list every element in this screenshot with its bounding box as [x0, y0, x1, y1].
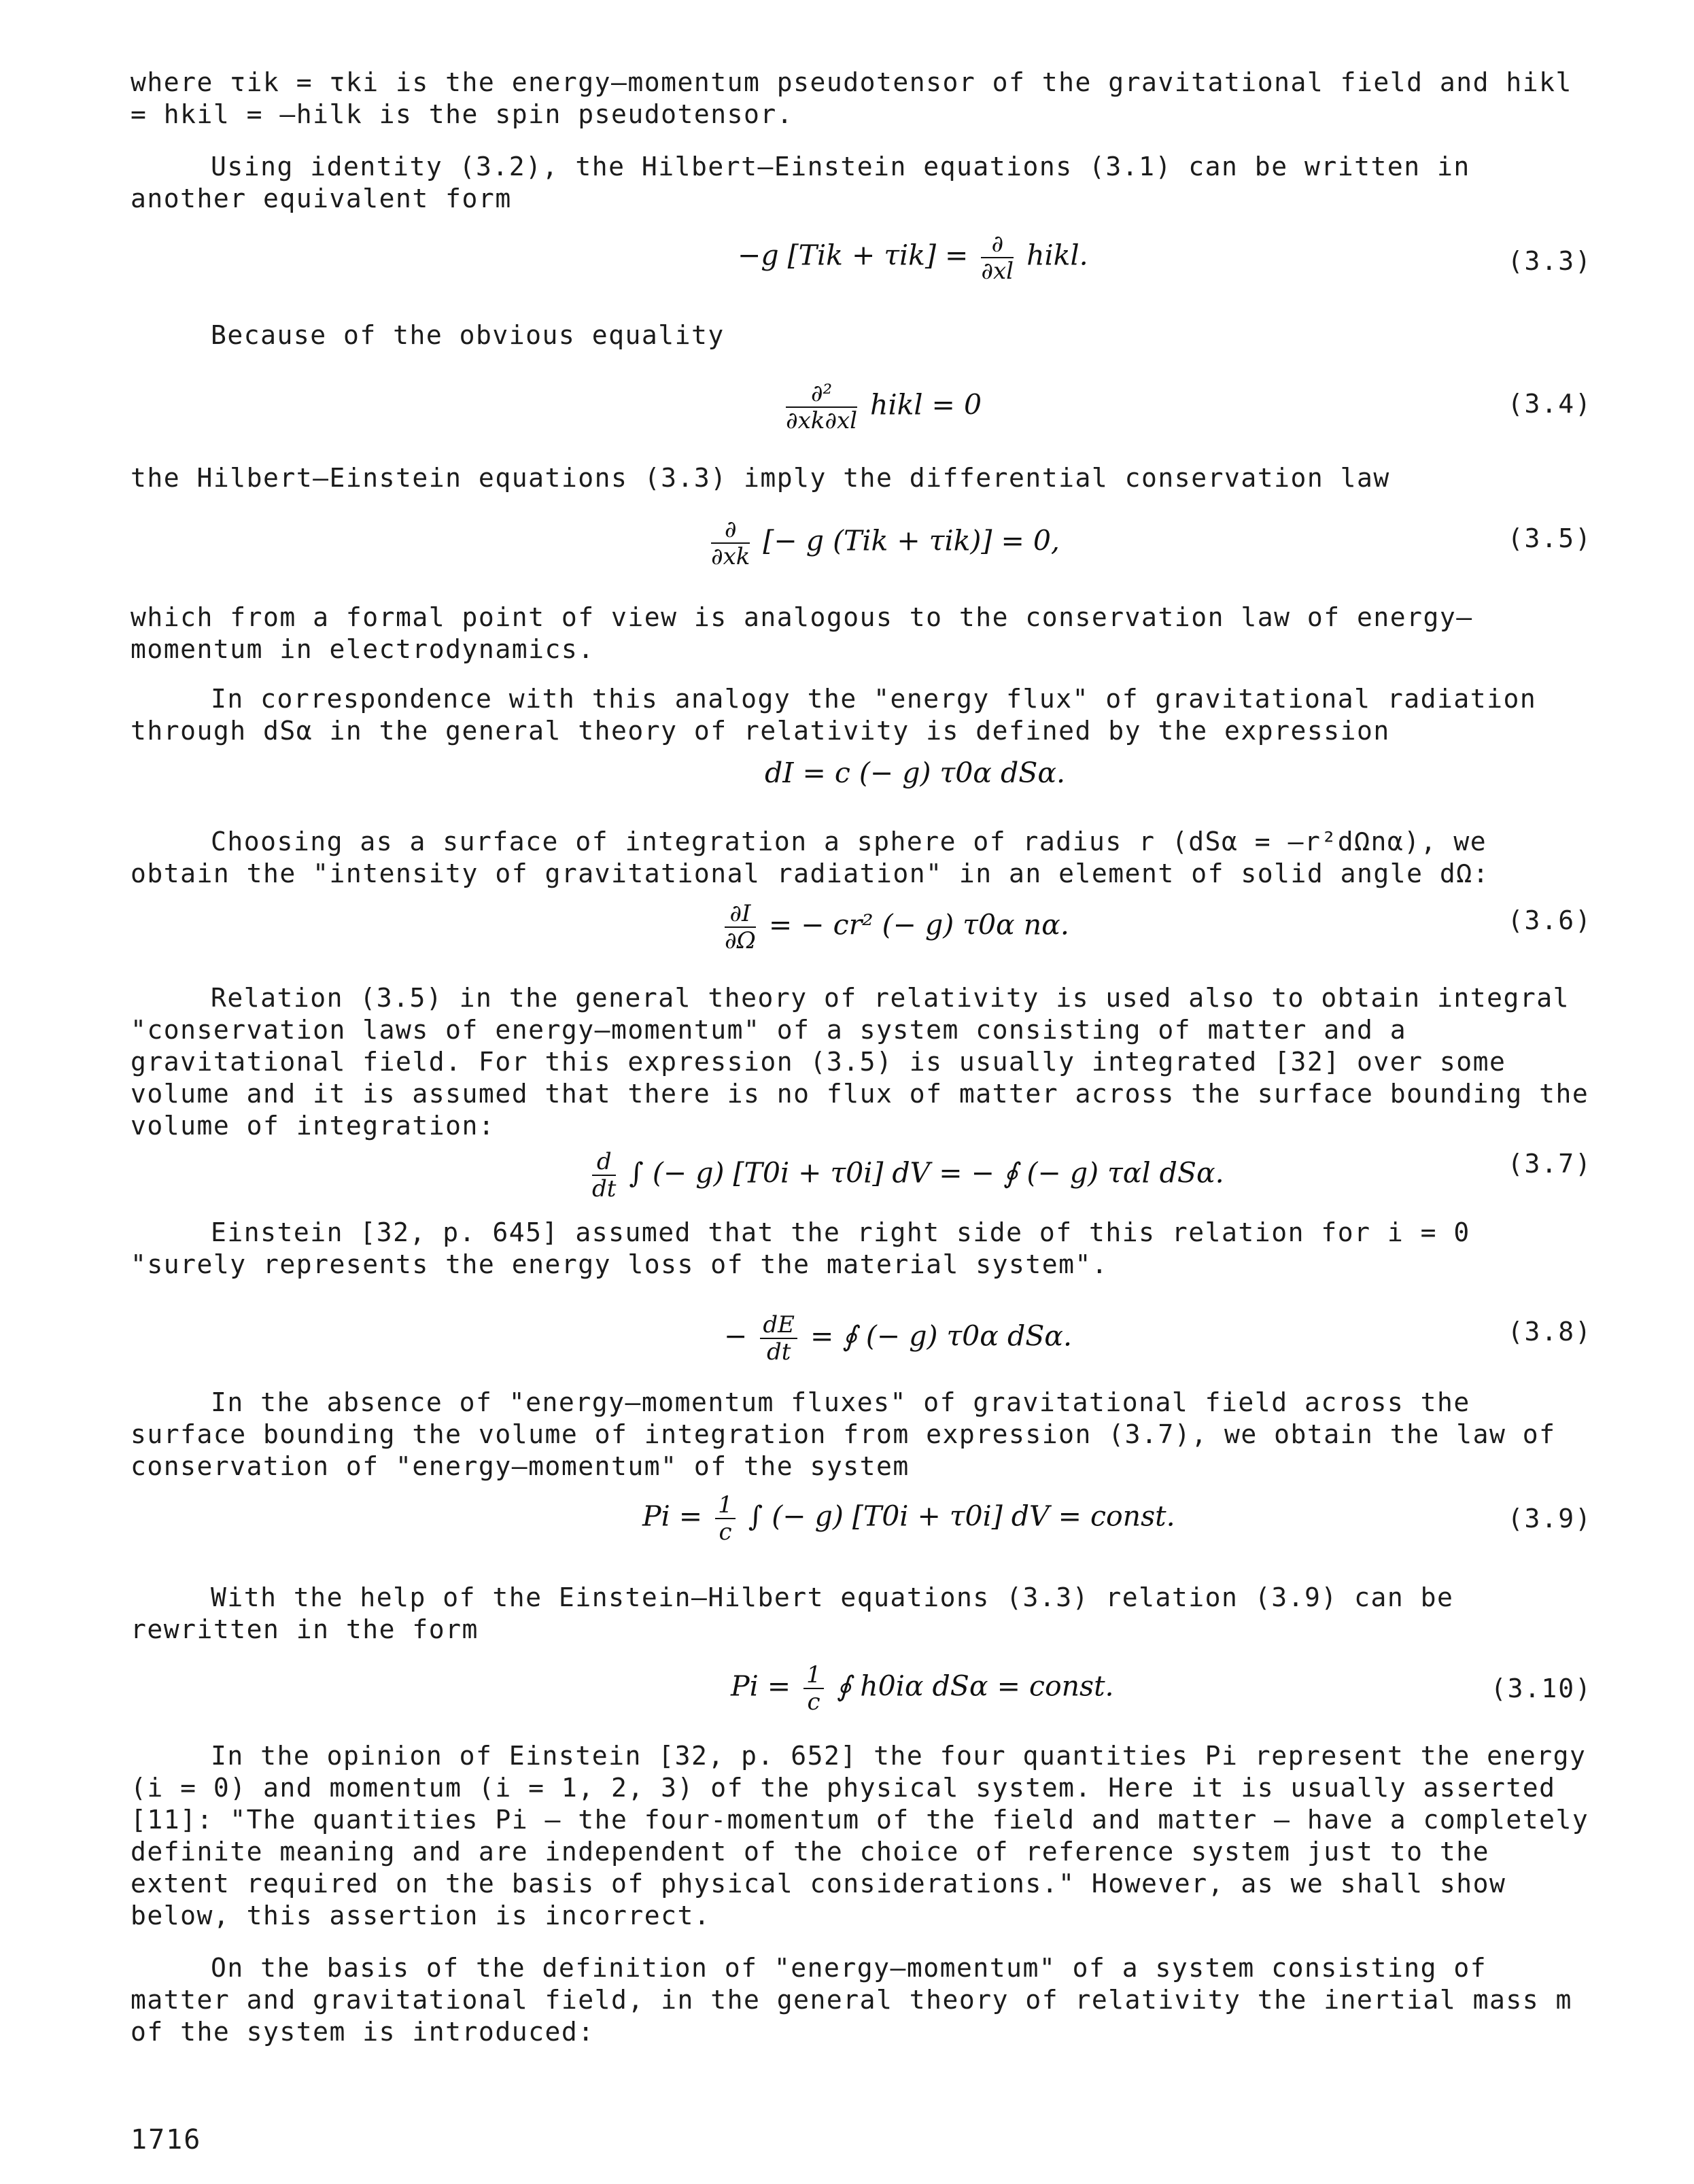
equation-3-9-denominator: c: [719, 1519, 732, 1546]
equation-3-3: [738, 231, 1088, 284]
equation-3-6-denominator: ∂Ω: [725, 927, 756, 954]
equation-3-10-rhs: ∮ h0iα dSα = const.: [836, 1669, 1114, 1703]
equation-3-9-fraction: [715, 1492, 736, 1545]
equation-3-4: [782, 381, 982, 434]
equation-number-3-4: (3.4): [1507, 389, 1592, 419]
equation-3-9-numerator: 1: [715, 1492, 736, 1519]
paragraph-9: Einstein [32, p. 645] assumed that the right side of this relation for i = 0 "surely represents the energy loss of the material system".: [131, 1217, 1487, 1279]
paragraph-3: Because of the obvious equality: [211, 320, 725, 350]
equation-number-3-10: (3.10): [1490, 1674, 1592, 1703]
equation-3-3-rhs: hikl.: [1026, 239, 1088, 272]
equation-3-10-lhs: Pi =: [731, 1669, 791, 1703]
paragraph-6: In correspondence with this analogy the "energy flux" of gravitational radiation through dSα in the general theory of relativity is defined by the expression: [131, 684, 1553, 746]
equation-3-4-fraction: [786, 381, 857, 434]
equation-3-8-numerator: dE: [760, 1312, 797, 1339]
equation-3-8: [724, 1312, 1072, 1365]
equation-3-3-lhs: −g [Tik + τik] =: [738, 239, 969, 272]
equation-3-6-numerator: ∂I: [725, 901, 756, 928]
equation-energy-flux: dI = c (− g) τ0α dSα.: [765, 757, 1066, 789]
equation-number-3-6: (3.6): [1507, 905, 1592, 935]
paragraph-1: where τik = τki is the energy—momentum pseudotensor of the gravitational field and hikl = hkil = —hilk is the spin pseudotensor.: [131, 67, 1589, 129]
paragraph-10: In the absence of "energy—momentum fluxes" of gravitational field across the surface bounding the volume of integration from expression (3.7), we obtain the law of conservation of "energy—momentum" of the system: [131, 1387, 1572, 1481]
equation-3-10-fraction: [803, 1662, 824, 1715]
equation-3-9-rhs: ∫ (− g) [T0i + τ0i] dV = const.: [748, 1500, 1175, 1533]
equation-number-3-3: (3.3): [1507, 246, 1592, 276]
equation-number-3-9: (3.9): [1507, 1504, 1592, 1533]
equation-3-8-denominator: dt: [766, 1338, 791, 1366]
equation-3-5: [707, 517, 1060, 570]
equation-3-7-fraction: [592, 1149, 616, 1202]
equation-3-4-numerator: ∂²: [786, 381, 857, 408]
equation-3-3-numerator: ∂: [981, 231, 1014, 258]
equation-3-7-rhs: ∫ (− g) [T0i + τ0i] dV = − ∮ (− g) ταl dSα.: [629, 1156, 1224, 1190]
page-number: 1716: [131, 2124, 202, 2155]
equation-3-5-numerator: ∂: [711, 517, 750, 544]
equation-3-7-denominator: dt: [592, 1175, 617, 1202]
equation-number-3-7: (3.7): [1507, 1149, 1592, 1179]
equation-3-10-numerator: 1: [803, 1662, 824, 1689]
equation-number-3-5: (3.5): [1507, 523, 1592, 553]
paragraph-4: the Hilbert—Einstein equations (3.3) imply the differential conservation law: [131, 463, 1390, 493]
equation-3-10-denominator: c: [807, 1688, 820, 1716]
equation-3-5-rhs: [− g (Tik + τik)] = 0,: [763, 524, 1060, 557]
paragraph-8: Relation (3.5) in the general theory of relativity is used also to obtain integral "conservation laws of energy—momentum" of a system consisting of matter and a gravitational field. For this expression (3.5) is usually integrated [32] over some volume and it is assumed that there is no flux of matter across the surface bounding the volume of integration:: [131, 983, 1606, 1141]
equation-3-9: [642, 1492, 1175, 1545]
equation-3-7: [588, 1149, 1224, 1202]
equation-3-8-rhs: = ∮ (− g) τ0α dSα.: [810, 1319, 1073, 1353]
equation-3-6: [721, 901, 1069, 954]
paragraph-5: which from a formal point of view is analogous to the conservation law of energy—momentum in electrodynamics.: [131, 602, 1473, 664]
equation-3-6-rhs: = − cr² (− g) τ0α nα.: [768, 908, 1069, 941]
equation-3-8-prefix: −: [724, 1319, 748, 1353]
equation-3-3-denominator: ∂xl: [981, 258, 1014, 285]
equation-3-10: [731, 1662, 1114, 1715]
equation-3-9-lhs: Pi =: [642, 1500, 703, 1533]
paragraph-7: Choosing as a surface of integration a sphere of radius r (dSα = —r²dΩnα), we obtain the "intensity of gravitational radiation" in an element of solid angle dΩ:: [131, 827, 1504, 888]
equation-3-8-fraction: [760, 1312, 797, 1365]
equation-3-4-denominator: ∂xk∂xl: [786, 407, 857, 434]
paragraph-11: With the help of the Einstein—Hilbert equations (3.3) relation (3.9) can be rewritten in the form: [131, 1582, 1470, 1644]
paragraph-2: Using identity (3.2), the Hilbert—Einstein equations (3.1) can be written in another equivalent form: [131, 152, 1487, 213]
equation-3-5-fraction: [711, 517, 750, 570]
equation-3-4-rhs: hikl = 0: [870, 388, 982, 421]
equation-3-3-fraction: [981, 231, 1014, 284]
equation-3-6-fraction: [725, 901, 756, 954]
equation-3-5-denominator: ∂xk: [711, 543, 750, 570]
paragraph-13: On the basis of the definition of "energy—momentum" of a system consisting of matter and gravitational field, in the general theory of relativity the inertial mass m of the system is introduced:: [131, 1953, 1589, 2047]
paragraph-12: In the opinion of Einstein [32, p. 652] the four quantities Pi represent the energy (i = 0) and momentum (i = 1, 2, 3) of the physical system. Here it is usually asserted [11]: "The quantities Pi — the four-momentum of the field and matter — have a completely definite meaning and are independent of the choice of reference system just to the extent required on the basis of physical considerations." However, as we shall show below, this assertion is incorrect.: [131, 1741, 1606, 1930]
equation-number-3-8: (3.8): [1507, 1317, 1592, 1347]
equation-3-7-numerator: d: [592, 1149, 616, 1176]
